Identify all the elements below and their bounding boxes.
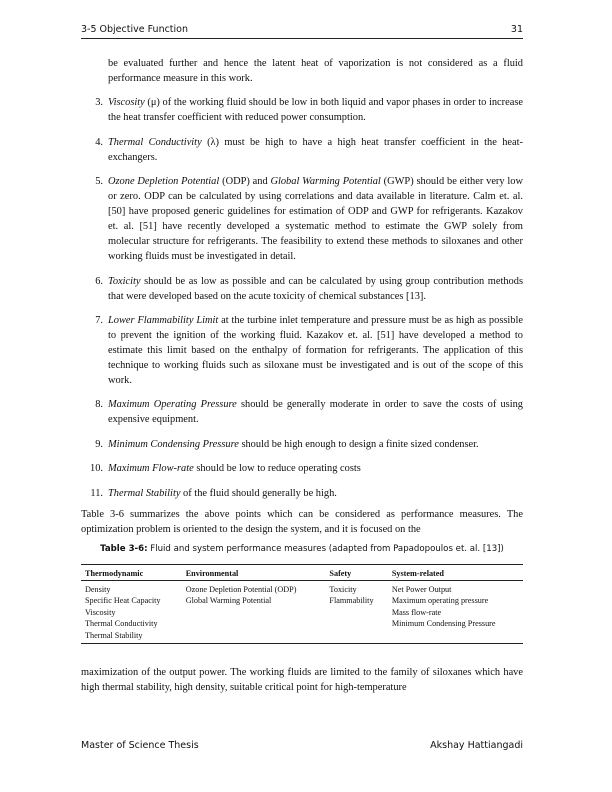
table-cell xyxy=(182,630,326,643)
item-text xyxy=(108,95,523,125)
item-text xyxy=(108,437,523,452)
column-header: Safety xyxy=(325,565,387,581)
page-number: 31 xyxy=(510,24,523,35)
table-cell: Maximum operating pressure xyxy=(391,596,489,606)
item-body: at the turbine inlet temperature and pressure must be as high as possible to prevent the ignition of the working fluid. Kazakov et. al. [51] have developed a method to estimate this limit based on the enthalpy of formation for refrigerants. The application of this technique to working fluids such as siloxane must be investigated and is out of the scope of this work. xyxy=(108,314,523,386)
item-body: should be as low as possible and can be calculated by using group contribution methods that were developed based on the acute toxicity of chemical substances [13]. xyxy=(108,275,523,302)
item-text xyxy=(108,274,523,304)
item-number: 3. xyxy=(95,97,103,109)
item-text xyxy=(108,461,523,476)
table-cell xyxy=(325,630,387,643)
footer-left: Master of Science Thesis xyxy=(81,740,199,751)
table-header-row xyxy=(81,565,523,581)
table-caption-label: Table 3-6: xyxy=(100,544,148,554)
item-text xyxy=(108,135,523,165)
running-header xyxy=(81,24,523,35)
table-cell: Specific Heat Capacity xyxy=(85,596,161,606)
table-cell: Density xyxy=(85,584,111,594)
item-number: 9. xyxy=(95,438,103,450)
footer-right: Akshay Hattiangadi xyxy=(430,740,523,751)
body-paragraph: maximization of the output power. The working fluids are limited to the family of siloxanes which have high thermal stability, high density, suitable critical point for high-temperature xyxy=(81,667,523,693)
running-footer xyxy=(81,740,523,751)
item-term: Viscosity xyxy=(108,97,145,109)
list-item xyxy=(81,461,523,476)
item-text xyxy=(108,174,523,264)
list-item xyxy=(81,174,523,264)
item-body: should be low to reduce operating costs xyxy=(193,463,361,475)
performance-measures-table xyxy=(81,564,523,644)
item-number: 7. xyxy=(95,314,103,326)
table-cell: Thermal Conductivity xyxy=(85,619,158,629)
column-header: Thermodynamic xyxy=(81,565,182,581)
list-item xyxy=(81,397,523,427)
table-cell xyxy=(325,618,387,630)
list-item xyxy=(81,95,523,125)
table-cell: Toxicity xyxy=(329,584,357,594)
item-connector: (ODP) and xyxy=(219,176,271,188)
item-term: Maximum Operating Pressure xyxy=(108,399,237,411)
header-rule xyxy=(81,38,523,39)
item-number: 5. xyxy=(95,176,103,188)
table-caption-text: Fluid and system performance measures (adapted from Papadopoulos et. al. [13]) xyxy=(147,544,504,554)
table-row xyxy=(81,580,523,595)
item-body: should be high enough to design a finite sized condenser. xyxy=(238,438,479,450)
item-body: (GWP) should be either very low or zero. ODP can be calculated by using correlations and data available in literature. Calm et. al. [50] have proposed generic guidelines for estimation of ODP and GWP for refrigerants. Kazakov et. al. [51] have recently developed a systematic method to estimate the GWP solely from molecular structure for refrigerants. The feasibility to extend these methods to siloxanes and other working fluids must be investigated in detail. xyxy=(108,176,523,263)
table-cell: Net Power Output xyxy=(391,584,452,594)
item-text xyxy=(108,397,523,427)
item-term: Toxicity xyxy=(108,275,141,287)
section-title: 3-5 Objective Function xyxy=(81,24,189,35)
item-number: 8. xyxy=(95,399,103,411)
table-row xyxy=(81,595,523,607)
item-body: (μ) of the working fluid should be low in both liquid and vapor phases in order to increase the heat transfer coefficient with reduced power consumption. xyxy=(108,97,523,124)
list-item xyxy=(81,437,523,452)
item-term-secondary: Global Warming Potential xyxy=(270,176,381,188)
list-item xyxy=(81,486,523,501)
item-term: Ozone Depletion Potential xyxy=(108,176,220,188)
item-number: 11. xyxy=(90,487,103,499)
item-body: should be generally moderate in order to save the costs of using expensive equipment. xyxy=(108,399,523,426)
table-cell: Flammability xyxy=(329,596,374,606)
item-body: (λ) must be high to have a high heat transfer coefficient in the heat-exchangers. xyxy=(108,136,523,163)
item-text xyxy=(108,486,523,501)
item-number: 10. xyxy=(90,463,103,475)
table-cell xyxy=(182,618,326,630)
column-header: Environmental xyxy=(182,565,326,581)
table-cell: Mass flow-rate xyxy=(391,607,442,617)
body-paragraph: Table 3-6 summarizes the above points which can be considered as performance measures. The optimization problem is oriented to the design the system, and it is focused on the xyxy=(81,509,523,535)
item-number: 6. xyxy=(95,275,103,287)
table-cell: Global Warming Potential xyxy=(185,596,272,606)
continuation-text: be evaluated further and hence the latent heat of vaporization is not considered as a fluid performance measure in this work. xyxy=(108,58,523,84)
table-row xyxy=(81,618,523,630)
item-term: Lower Flammability Limit xyxy=(108,314,219,326)
table-row xyxy=(81,607,523,619)
table-cell: Ozone Depletion Potential (ODP) xyxy=(185,584,297,594)
table-caption xyxy=(81,544,523,554)
table-cell: Thermal Stability xyxy=(81,630,182,643)
list-item xyxy=(81,274,523,304)
table-cell: Minimum Condensing Pressure xyxy=(391,619,496,629)
item-term: Thermal Stability xyxy=(108,487,181,499)
table-row xyxy=(81,630,523,643)
table-cell xyxy=(325,607,387,619)
item-term: Minimum Condensing Pressure xyxy=(108,438,239,450)
list-item xyxy=(81,313,523,388)
table-cell xyxy=(182,607,326,619)
column-header: System-related xyxy=(388,565,523,581)
item-text xyxy=(108,313,523,388)
item-number: 4. xyxy=(95,136,103,148)
item-body: of the fluid should generally be high. xyxy=(180,487,337,499)
list-item xyxy=(81,135,523,165)
item-term: Maximum Flow-rate xyxy=(108,463,194,475)
item-term: Thermal Conductivity xyxy=(108,136,202,148)
table-cell xyxy=(388,630,523,643)
table-cell: Viscosity xyxy=(85,607,116,617)
performance-measures-list xyxy=(81,56,523,510)
list-item-continuation xyxy=(81,56,523,86)
